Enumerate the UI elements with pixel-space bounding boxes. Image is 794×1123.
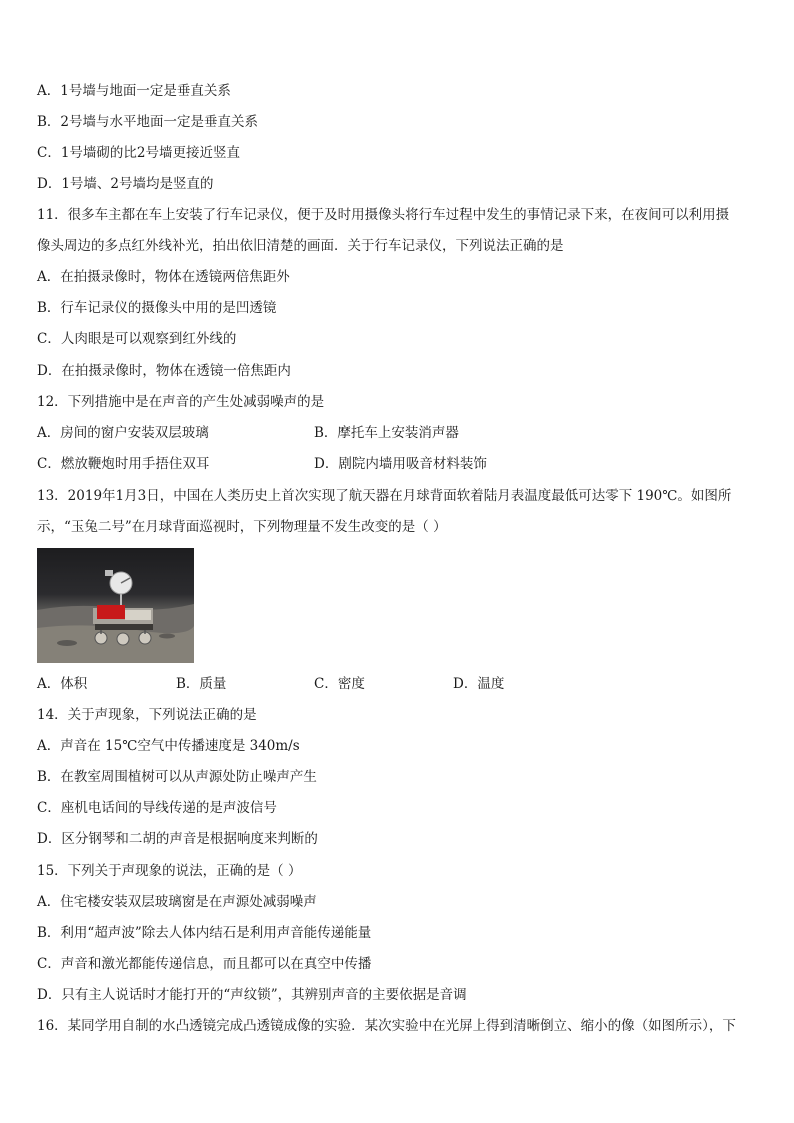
q14-stem: 14．关于声现象，下列说法正确的是 [37,707,257,723]
q10-option-b: B．2号墙与水平地面一定是垂直关系 [37,114,259,130]
q13-option-a: A．体积 [37,676,88,692]
q13-stem-line2: 示，“玉兔二号”在月球背面巡视时，下列物理量不发生改变的是（ ） [37,519,447,535]
q13-option-d: D．温度 [453,676,505,692]
q12-option-c: C．燃放鞭炮时用手捂住双耳 [37,456,210,472]
q12-option-d: D．剧院内墙用吸音材料装饰 [314,456,487,472]
q15-option-d: D．只有主人说话时才能打开的“声纹锁”，其辨别声音的主要依据是音调 [37,987,467,1003]
q15-option-b: B．利用“超声波”除去人体内结石是利用声音能传递能量 [37,925,372,941]
q12-option-b: B．摩托车上安装消声器 [314,425,459,441]
yutu2-rover-photo [37,548,194,663]
q13-option-b: B．质量 [176,676,227,692]
q10-option-a: A．1号墙与地面一定是垂直关系 [37,83,231,99]
q15-stem: 15．下列关于声现象的说法，正确的是（ ） [37,863,302,879]
q15-option-c: C．声音和激光都能传递信息，而且都可以在真空中传播 [37,956,372,972]
q14-option-d: D．区分钢琴和二胡的声音是根据响度来判断的 [37,831,318,847]
q11-option-a: A．在拍摄录像时，物体在透镜两倍焦距外 [37,269,290,285]
q13-stem-line1: 13．2019年1月3日，中国在人类历史上首次实现了航天器在月球背面软着陆月表温度最低可达零下 190℃。如图所 [37,488,732,504]
q11-stem-line2: 像头周边的多点红外线补光，拍出依旧清楚的画面．关于行车记录仪，下列说法正确的是 [37,238,564,254]
q12-stem: 12．下列措施中是在声音的产生处减弱噪声的是 [37,394,325,410]
q10-option-d: D．1号墙、2号墙均是竖直的 [37,176,214,192]
q11-option-b: B．行车记录仪的摄像头中用的是凹透镜 [37,300,277,316]
lunar-rover-illustration [37,548,194,663]
q11-option-c: C．人肉眼是可以观察到红外线的 [37,331,237,347]
q14-option-a: A．声音在 15℃空气中传播速度是 340m/s [37,738,300,754]
q11-option-d: D．在拍摄录像时，物体在透镜一倍焦距内 [37,363,291,379]
q14-option-b: B．在教室周围植树可以从声源处防止噪声产生 [37,769,317,785]
q14-option-c: C．座机电话间的导线传递的是声波信号 [37,800,277,816]
q12-option-a: A．房间的窗户安装双层玻璃 [37,425,209,441]
q13-option-c: C．密度 [314,676,365,692]
q10-option-c: C．1号墙砌的比2号墙更接近竖直 [37,145,241,161]
q16-stem-line1: 16．某同学用自制的水凸透镜完成凸透镜成像的实验．某次实验中在光屏上得到清晰倒立、缩小的像（如图所示），下 [37,1018,736,1034]
q11-stem-line1: 11．很多车主都在车上安装了行车记录仪，便于及时用摄像头将行车过程中发生的事情记录下来，在夜间可以利用摄 [37,207,730,223]
q15-option-a: A．住宅楼安装双层玻璃窗是在声源处减弱噪声 [37,894,317,910]
